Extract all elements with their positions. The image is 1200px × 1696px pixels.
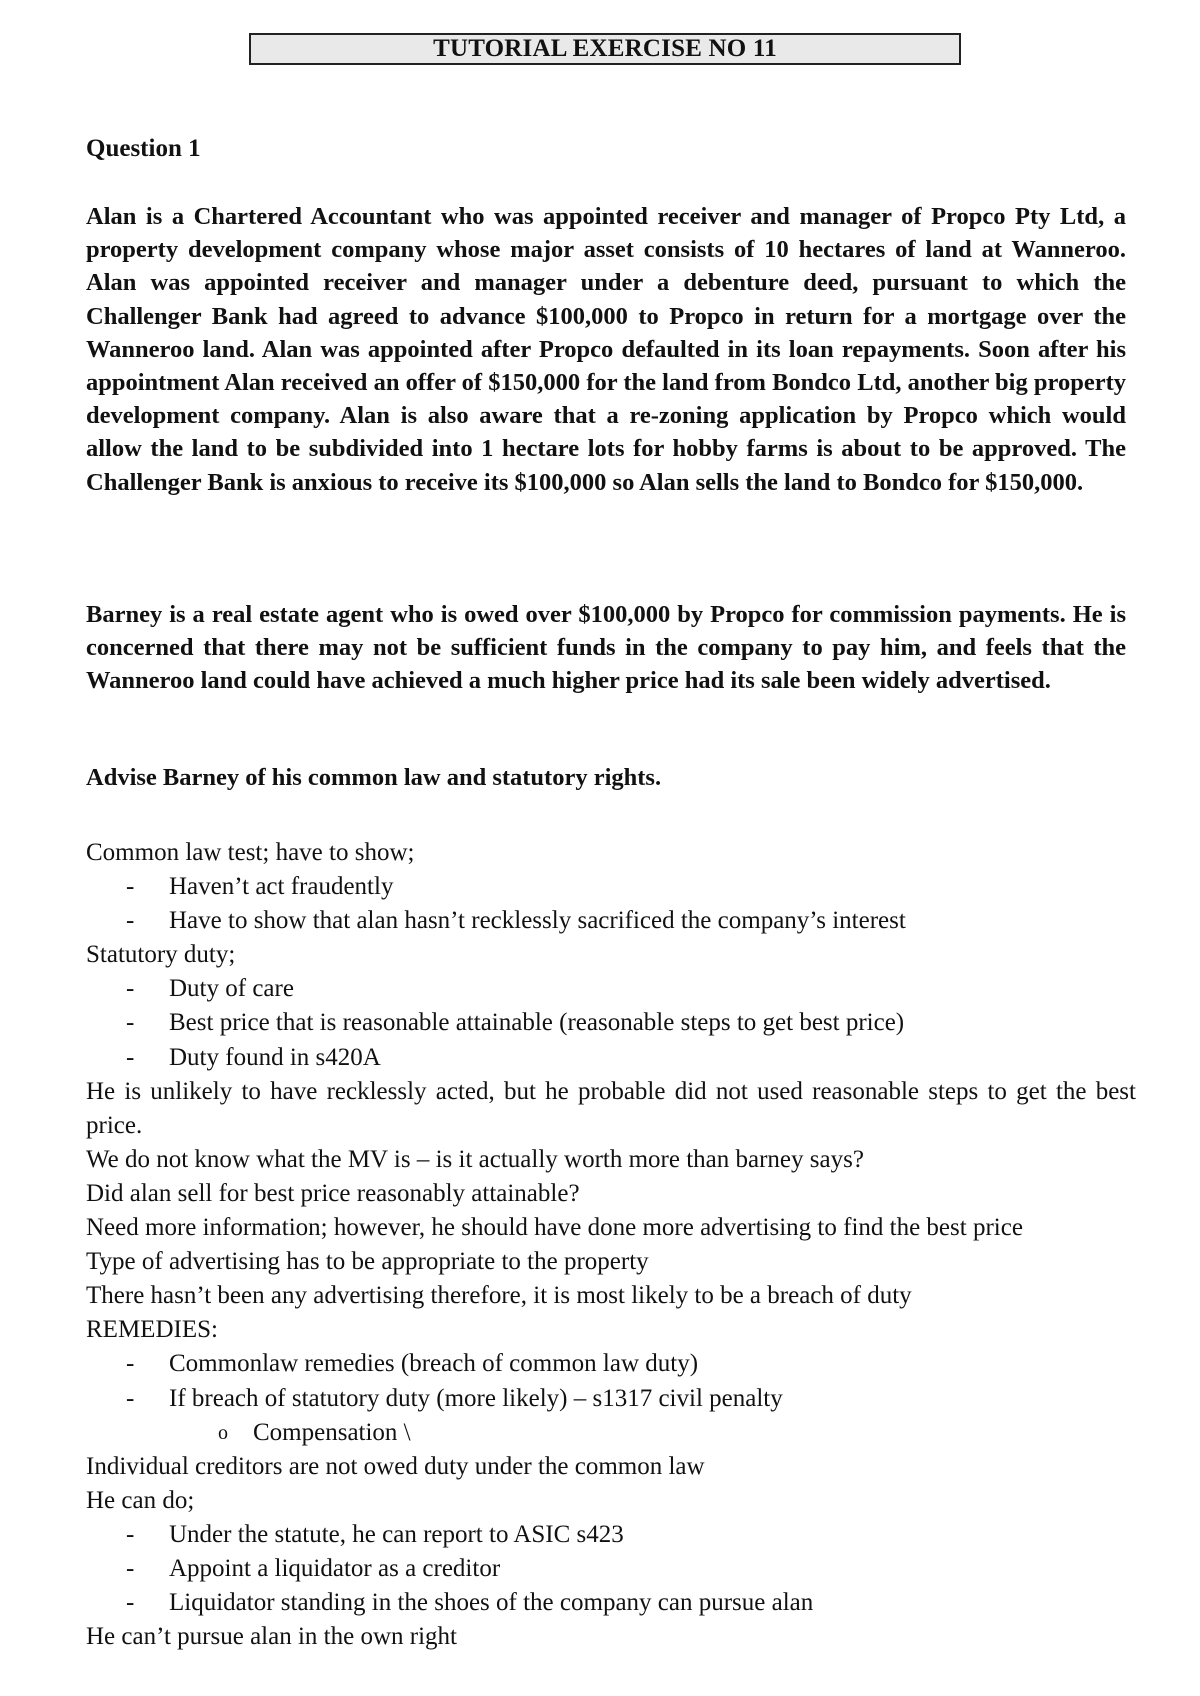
list-item-text: Under the statute, he can report to ASIC s423 <box>169 1520 624 1548</box>
list-item-text: Have to show that alan hasn’t recklessly sacrificed the company’s interest <box>169 907 906 935</box>
analysis-line: Need more information; however, he should have done more advertising to find the best price <box>86 1214 1023 1242</box>
bullet-dash: - <box>126 1520 135 1548</box>
bullet-dash: - <box>126 907 135 935</box>
answer-notes <box>86 836 1136 1654</box>
list-item <box>86 972 1136 1006</box>
sub-list-item-text: Compensation \ <box>253 1418 411 1446</box>
list-item <box>86 1552 1136 1586</box>
scenario-paragraph-2 <box>86 598 1126 698</box>
question-heading: Question 1 <box>86 135 201 162</box>
bullet-dash: - <box>126 1009 135 1037</box>
remedies-heading: REMEDIES: <box>86 1316 218 1344</box>
task-instruction: Advise Barney of his common law and statutory rights. <box>86 764 662 791</box>
bullet-dash: - <box>126 1350 135 1378</box>
closing-line: He can’t pursue alan in the own right <box>86 1623 457 1651</box>
exercise-title: TUTORIAL EXERCISE NO 11 <box>249 33 961 65</box>
analysis-line: Type of advertising has to be appropriate to the property <box>86 1248 649 1276</box>
bullet-dash: - <box>126 1589 135 1617</box>
list-item-text: Duty found in s420A <box>169 1043 381 1071</box>
analysis-line: He is unlikely to have recklessly acted, but he probable did not used reasonable steps to get the best price. <box>86 1077 1136 1139</box>
list-item-text: Duty of care <box>169 975 294 1003</box>
list-item <box>86 870 1136 904</box>
bullet-dash: - <box>126 1384 135 1412</box>
scenario-paragraph-2-text: Barney is a real estate agent who is owed over $100,000 by Propco for commission payments. He is concerned that there may not be sufficient funds in the company to pay him, and feels that the Wanneroo land could have achieved a much higher price had its sale been widely advertised. <box>86 601 1126 695</box>
statutory-heading: Statutory duty; <box>86 941 236 969</box>
list-item <box>86 1347 1136 1381</box>
list-item-text: Best price that is reasonable attainable (reasonable steps to get best price) <box>169 1009 905 1037</box>
sub-list-item <box>86 1416 1136 1450</box>
can-do-heading: He can do; <box>86 1486 195 1514</box>
bullet-dash: - <box>126 873 135 901</box>
analysis-line: Did alan sell for best price reasonably attainable? <box>86 1179 580 1207</box>
list-item <box>86 1041 1136 1075</box>
scenario-paragraph-1-text: Alan is a Chartered Accountant who was appointed receiver and manager of Propco Pty Ltd, a property development company whose major asset consists of 10 hectares of land at Wanneroo. Alan was appointed receiver and manager under a debenture deed, pursuant to which the Challenger Bank had agreed to advance $100,000 to Propco in return for a mortgage over the Wanneroo land. Alan was appointed after Propco defaulted in its loan repayments. Soon after his appointment Alan received an offer of $150,000 for the land from Bondco Ltd, another big property development company. Alan is also aware that a re-zoning application by Propco which would allow the land to be subdivided into 1 hectare lots for hobby farms is about to be approved. The Challenger Bank is anxious to receive its $100,000 so Alan sells the land to Bondco for $150,000. <box>86 203 1126 496</box>
list-item <box>86 1586 1136 1620</box>
list-item-text: Liquidator standing in the shoes of the company can pursue alan <box>169 1589 814 1617</box>
list-item-text: If breach of statutory duty (more likely) – s1317 civil penalty <box>169 1384 783 1412</box>
bullet-dash: - <box>126 1554 135 1582</box>
bullet-dash: - <box>126 1043 135 1071</box>
list-item-text: Appoint a liquidator as a creditor <box>169 1554 501 1582</box>
scenario-paragraph-1 <box>86 200 1126 499</box>
common-law-heading: Common law test; have to show; <box>86 839 415 866</box>
list-item <box>86 1382 1136 1416</box>
list-item <box>86 1518 1136 1552</box>
list-item-text: Commonlaw remedies (breach of common law duty) <box>169 1350 699 1378</box>
circle-bullet-icon: o <box>218 1421 228 1444</box>
analysis-line: There hasn’t been any advertising therefore, it is most likely to be a breach of duty <box>86 1282 912 1310</box>
list-item <box>86 904 1136 938</box>
analysis-line: We do not know what the MV is – is it actually worth more than barney says? <box>86 1145 864 1173</box>
list-item <box>86 1006 1136 1040</box>
list-item-text: Haven’t act fraudently <box>169 873 394 901</box>
creditors-line: Individual creditors are not owed duty under the common law <box>86 1452 705 1480</box>
bullet-dash: - <box>126 975 135 1003</box>
